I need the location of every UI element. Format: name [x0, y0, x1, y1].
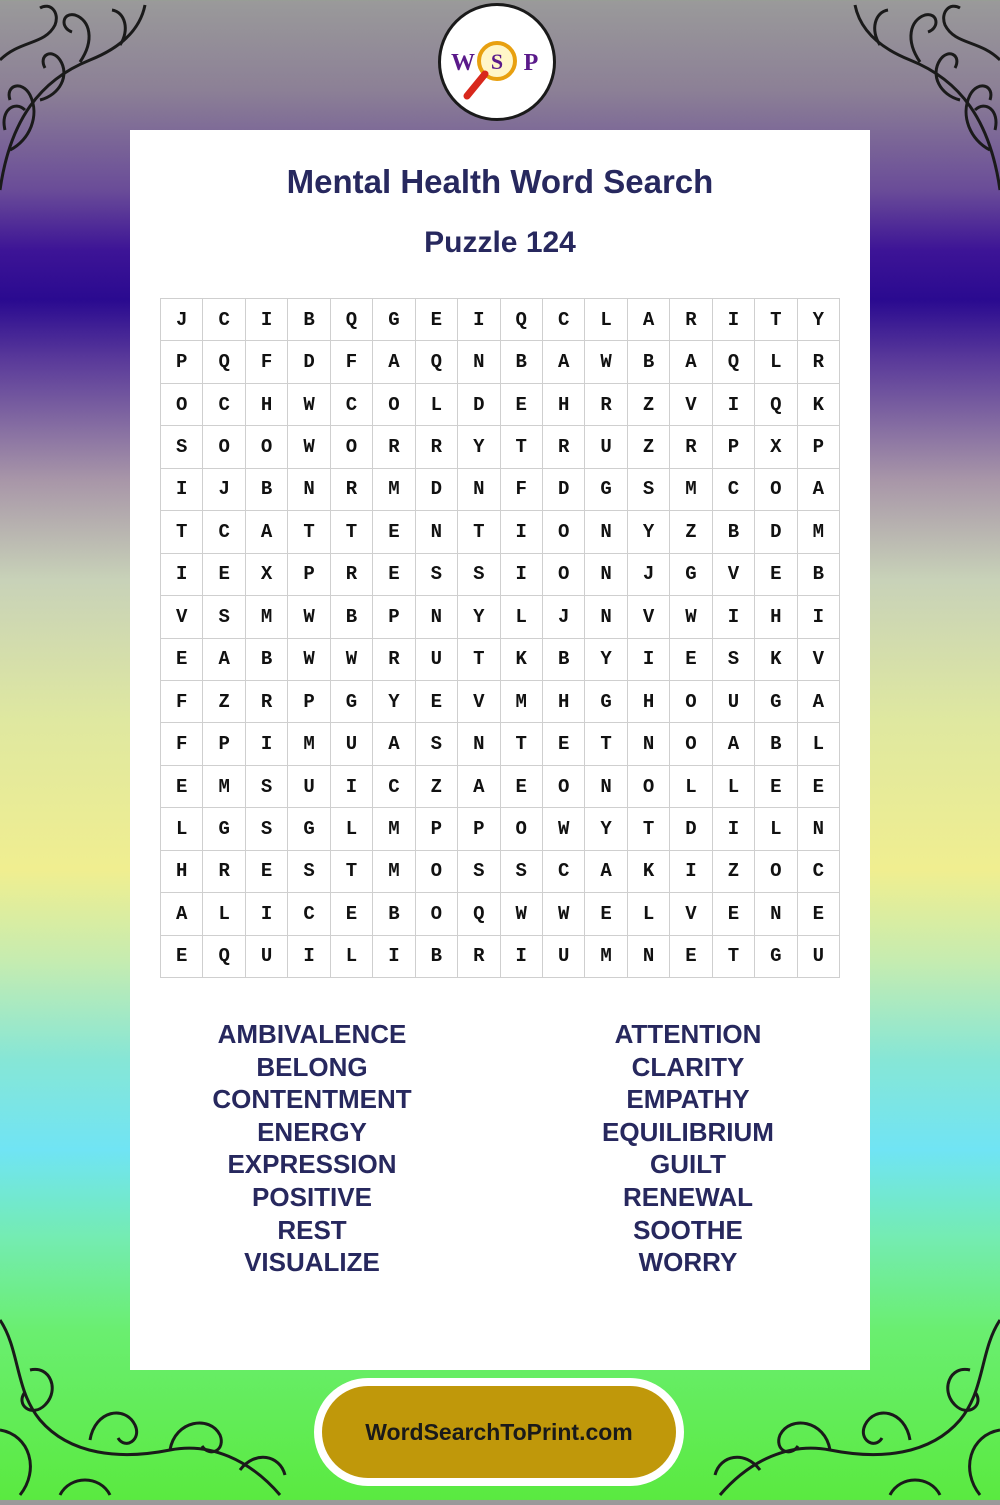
grid-cell[interactable]: O: [246, 426, 288, 468]
grid-cell[interactable]: E: [543, 723, 585, 765]
grid-cell[interactable]: A: [713, 723, 755, 765]
grid-cell[interactable]: W: [501, 893, 543, 935]
grid-cell[interactable]: B: [331, 596, 373, 638]
grid-cell[interactable]: G: [331, 681, 373, 723]
grid-cell[interactable]: T: [161, 511, 203, 553]
grid-cell[interactable]: Q: [755, 384, 797, 426]
grid-cell[interactable]: G: [585, 681, 627, 723]
grid-cell[interactable]: R: [798, 341, 840, 383]
grid-cell[interactable]: W: [585, 341, 627, 383]
grid-cell[interactable]: E: [755, 554, 797, 596]
grid-cell[interactable]: S: [628, 469, 670, 511]
grid-cell[interactable]: C: [288, 893, 330, 935]
grid-cell[interactable]: Q: [203, 341, 245, 383]
grid-cell[interactable]: J: [628, 554, 670, 596]
grid-cell[interactable]: I: [246, 893, 288, 935]
grid-cell[interactable]: O: [203, 426, 245, 468]
grid-cell[interactable]: F: [161, 681, 203, 723]
grid-cell[interactable]: M: [501, 681, 543, 723]
grid-cell[interactable]: C: [203, 384, 245, 426]
grid-cell[interactable]: U: [543, 936, 585, 978]
word-list-item: CONTENTMENT: [212, 1084, 412, 1115]
grid-cell[interactable]: B: [798, 554, 840, 596]
grid-cell[interactable]: P: [161, 341, 203, 383]
grid-cell[interactable]: O: [416, 893, 458, 935]
grid-cell[interactable]: A: [373, 723, 415, 765]
grid-cell[interactable]: T: [458, 511, 500, 553]
grid-cell[interactable]: B: [755, 723, 797, 765]
grid-cell[interactable]: A: [161, 893, 203, 935]
grid-cell[interactable]: T: [331, 851, 373, 893]
website-link[interactable]: WordSearchToPrint.com: [322, 1386, 676, 1478]
grid-cell[interactable]: D: [288, 341, 330, 383]
grid-cell[interactable]: E: [161, 766, 203, 808]
grid-cell[interactable]: Z: [628, 426, 670, 468]
grid-cell[interactable]: L: [331, 808, 373, 850]
grid-cell[interactable]: J: [203, 469, 245, 511]
grid-cell[interactable]: E: [798, 766, 840, 808]
grid-cell[interactable]: Q: [458, 893, 500, 935]
grid-cell[interactable]: E: [416, 681, 458, 723]
grid-cell[interactable]: U: [331, 723, 373, 765]
grid-cell[interactable]: A: [203, 639, 245, 681]
word-list-item: EMPATHY: [626, 1084, 750, 1115]
grid-cell[interactable]: X: [246, 554, 288, 596]
grid-cell[interactable]: T: [628, 808, 670, 850]
grid-cell[interactable]: O: [543, 554, 585, 596]
grid-cell[interactable]: T: [585, 723, 627, 765]
grid-cell[interactable]: M: [373, 469, 415, 511]
logo-letter-s: S: [490, 49, 504, 74]
word-list-item: REST: [277, 1214, 347, 1245]
grid-cell[interactable]: Y: [585, 639, 627, 681]
word-list-item: BELONG: [256, 1051, 368, 1082]
grid-cell[interactable]: M: [373, 851, 415, 893]
grid-cell[interactable]: P: [288, 554, 330, 596]
grid-cell[interactable]: C: [543, 299, 585, 341]
grid-cell[interactable]: R: [670, 299, 712, 341]
grid-cell[interactable]: O: [755, 469, 797, 511]
grid-cell[interactable]: E: [501, 766, 543, 808]
grid-cell[interactable]: J: [161, 299, 203, 341]
grid-cell[interactable]: R: [670, 426, 712, 468]
grid-cell[interactable]: E: [670, 936, 712, 978]
grid-cell[interactable]: I: [670, 851, 712, 893]
word-list-item: ENERGY: [257, 1116, 367, 1147]
grid-cell[interactable]: E: [416, 299, 458, 341]
grid-cell[interactable]: S: [713, 639, 755, 681]
grid-cell[interactable]: H: [628, 681, 670, 723]
grid-cell[interactable]: G: [755, 936, 797, 978]
grid-cell[interactable]: C: [713, 469, 755, 511]
grid-cell[interactable]: G: [585, 469, 627, 511]
grid-cell[interactable]: G: [203, 808, 245, 850]
grid-cell[interactable]: C: [543, 851, 585, 893]
grid-cell[interactable]: U: [246, 936, 288, 978]
grid-cell[interactable]: T: [458, 639, 500, 681]
grid-cell[interactable]: I: [501, 554, 543, 596]
grid-cell[interactable]: F: [161, 723, 203, 765]
grid-cell[interactable]: M: [203, 766, 245, 808]
grid-cell[interactable]: H: [543, 681, 585, 723]
word-list-item: ATTENTION: [614, 1019, 762, 1049]
grid-cell[interactable]: M: [373, 808, 415, 850]
grid-cell[interactable]: E: [161, 639, 203, 681]
grid-cell[interactable]: Q: [203, 936, 245, 978]
grid-cell[interactable]: U: [416, 639, 458, 681]
grid-cell[interactable]: R: [585, 384, 627, 426]
grid-cell[interactable]: Y: [458, 426, 500, 468]
grid-cell[interactable]: V: [670, 384, 712, 426]
grid-cell[interactable]: F: [246, 341, 288, 383]
grid-cell[interactable]: D: [543, 469, 585, 511]
word-list-item: EXPRESSION: [227, 1149, 397, 1180]
grid-cell[interactable]: D: [670, 808, 712, 850]
grid-cell[interactable]: A: [543, 341, 585, 383]
grid-cell[interactable]: C: [331, 384, 373, 426]
grid-cell[interactable]: E: [713, 893, 755, 935]
grid-cell[interactable]: G: [755, 681, 797, 723]
grid-cell[interactable]: P: [203, 723, 245, 765]
grid-cell[interactable]: N: [416, 511, 458, 553]
word-list-item: EQUILIBRIUM: [602, 1116, 774, 1147]
grid-cell[interactable]: U: [585, 426, 627, 468]
grid-cell[interactable]: I: [501, 511, 543, 553]
grid-cell[interactable]: N: [458, 723, 500, 765]
grid-cell[interactable]: N: [755, 893, 797, 935]
grid-cell[interactable]: D: [416, 469, 458, 511]
wsp-logo: [438, 3, 556, 121]
grid-cell[interactable]: Z: [203, 681, 245, 723]
grid-cell[interactable]: B: [501, 341, 543, 383]
grid-cell[interactable]: I: [713, 596, 755, 638]
grid-cell[interactable]: E: [755, 766, 797, 808]
grid-cell[interactable]: B: [628, 341, 670, 383]
grid-cell[interactable]: L: [755, 341, 797, 383]
grid-cell[interactable]: S: [458, 554, 500, 596]
grid-cell[interactable]: W: [288, 426, 330, 468]
grid-cell[interactable]: H: [161, 851, 203, 893]
grid-cell[interactable]: L: [331, 936, 373, 978]
word-list-item: WORRY: [638, 1247, 738, 1278]
grid-cell[interactable]: A: [246, 511, 288, 553]
grid-cell[interactable]: T: [501, 723, 543, 765]
grid-cell[interactable]: I: [798, 596, 840, 638]
grid-cell[interactable]: O: [670, 681, 712, 723]
grid-cell[interactable]: E: [331, 893, 373, 935]
grid-cell[interactable]: B: [373, 893, 415, 935]
grid-cell[interactable]: T: [713, 936, 755, 978]
grid-cell[interactable]: N: [628, 723, 670, 765]
grid-cell[interactable]: O: [755, 851, 797, 893]
grid-cell[interactable]: F: [501, 469, 543, 511]
letter-grid: [160, 298, 840, 978]
grid-cell[interactable]: E: [585, 893, 627, 935]
grid-cell[interactable]: E: [246, 851, 288, 893]
grid-cell[interactable]: S: [501, 851, 543, 893]
grid-cell[interactable]: I: [628, 639, 670, 681]
grid-cell[interactable]: W: [331, 639, 373, 681]
grid-cell[interactable]: Y: [798, 299, 840, 341]
grid-cell[interactable]: G: [670, 554, 712, 596]
grid-cell[interactable]: O: [543, 766, 585, 808]
grid-cell[interactable]: S: [203, 596, 245, 638]
grid-cell[interactable]: R: [331, 469, 373, 511]
grid-cell[interactable]: O: [161, 384, 203, 426]
grid-cell[interactable]: E: [161, 936, 203, 978]
grid-cell[interactable]: N: [798, 808, 840, 850]
grid-cell[interactable]: B: [288, 299, 330, 341]
grid-cell[interactable]: Y: [585, 808, 627, 850]
grid-cell[interactable]: O: [331, 426, 373, 468]
grid-cell[interactable]: S: [458, 851, 500, 893]
grid-cell[interactable]: N: [585, 766, 627, 808]
grid-cell[interactable]: R: [203, 851, 245, 893]
grid-cell[interactable]: O: [416, 851, 458, 893]
grid-cell[interactable]: M: [798, 511, 840, 553]
grid-cell[interactable]: Z: [416, 766, 458, 808]
grid-cell[interactable]: W: [288, 596, 330, 638]
grid-cell[interactable]: O: [628, 766, 670, 808]
grid-cell[interactable]: L: [713, 766, 755, 808]
grid-cell[interactable]: L: [203, 893, 245, 935]
grid-cell[interactable]: H: [246, 384, 288, 426]
grid-cell[interactable]: A: [458, 766, 500, 808]
grid-cell[interactable]: I: [373, 936, 415, 978]
grid-cell[interactable]: L: [501, 596, 543, 638]
grid-cell[interactable]: M: [670, 469, 712, 511]
grid-cell[interactable]: P: [288, 681, 330, 723]
grid-cell[interactable]: E: [373, 511, 415, 553]
grid-cell[interactable]: V: [713, 554, 755, 596]
grid-cell[interactable]: O: [543, 511, 585, 553]
grid-cell[interactable]: N: [288, 469, 330, 511]
grid-cell[interactable]: W: [288, 384, 330, 426]
grid-cell[interactable]: N: [458, 469, 500, 511]
word-list-left: [162, 1018, 462, 1279]
grid-cell[interactable]: L: [670, 766, 712, 808]
grid-cell[interactable]: B: [246, 639, 288, 681]
grid-cell[interactable]: I: [246, 723, 288, 765]
grid-cell[interactable]: A: [670, 341, 712, 383]
word-list-item: SOOTHE: [633, 1214, 743, 1245]
grid-cell[interactable]: I: [458, 299, 500, 341]
grid-cell[interactable]: Q: [416, 341, 458, 383]
grid-cell[interactable]: R: [543, 426, 585, 468]
grid-cell[interactable]: L: [798, 723, 840, 765]
grid-cell[interactable]: P: [798, 426, 840, 468]
grid-cell[interactable]: B: [543, 639, 585, 681]
grid-cell[interactable]: U: [713, 681, 755, 723]
grid-cell[interactable]: K: [501, 639, 543, 681]
grid-cell[interactable]: S: [416, 723, 458, 765]
grid-cell[interactable]: R: [246, 681, 288, 723]
grid-cell[interactable]: Z: [713, 851, 755, 893]
grid-cell[interactable]: R: [416, 426, 458, 468]
grid-cell[interactable]: B: [246, 469, 288, 511]
grid-cell[interactable]: G: [373, 299, 415, 341]
grid-cell[interactable]: I: [288, 936, 330, 978]
word-list-item: GUILT: [649, 1149, 727, 1180]
grid-cell[interactable]: T: [501, 426, 543, 468]
grid-cell[interactable]: S: [246, 766, 288, 808]
grid-cell[interactable]: Y: [628, 511, 670, 553]
grid-cell[interactable]: N: [585, 596, 627, 638]
grid-cell[interactable]: A: [798, 681, 840, 723]
grid-cell[interactable]: V: [798, 639, 840, 681]
grid-cell[interactable]: Q: [713, 341, 755, 383]
grid-cell[interactable]: U: [798, 936, 840, 978]
grid-cell[interactable]: W: [543, 893, 585, 935]
grid-cell[interactable]: L: [755, 808, 797, 850]
grid-cell[interactable]: D: [755, 511, 797, 553]
grid-cell[interactable]: N: [585, 554, 627, 596]
grid-cell[interactable]: V: [161, 596, 203, 638]
grid-cell[interactable]: M: [288, 723, 330, 765]
grid-cell[interactable]: S: [161, 426, 203, 468]
grid-cell[interactable]: P: [458, 808, 500, 850]
grid-cell[interactable]: D: [458, 384, 500, 426]
grid-cell[interactable]: I: [501, 936, 543, 978]
grid-cell[interactable]: W: [543, 808, 585, 850]
logo-letter-w: W: [451, 50, 475, 76]
page-title: Mental Health Word Search: [286, 163, 714, 200]
word-list-item: CLARITY: [631, 1051, 745, 1082]
grid-cell[interactable]: A: [373, 341, 415, 383]
grid-cell[interactable]: I: [331, 766, 373, 808]
grid-cell[interactable]: L: [161, 808, 203, 850]
grid-cell[interactable]: B: [416, 936, 458, 978]
grid-cell[interactable]: K: [798, 384, 840, 426]
grid-cell[interactable]: G: [288, 808, 330, 850]
logo-letter-p: P: [523, 50, 539, 76]
grid-cell[interactable]: O: [501, 808, 543, 850]
grid-cell[interactable]: R: [373, 639, 415, 681]
grid-cell[interactable]: N: [585, 511, 627, 553]
grid-cell[interactable]: N: [628, 936, 670, 978]
grid-cell[interactable]: P: [416, 808, 458, 850]
grid-cell[interactable]: Y: [458, 596, 500, 638]
grid-cell[interactable]: Q: [331, 299, 373, 341]
grid-cell[interactable]: O: [670, 723, 712, 765]
grid-cell[interactable]: R: [331, 554, 373, 596]
grid-cell[interactable]: L: [416, 384, 458, 426]
grid-cell[interactable]: M: [246, 596, 288, 638]
grid-cell[interactable]: S: [288, 851, 330, 893]
grid-cell[interactable]: V: [458, 681, 500, 723]
grid-cell[interactable]: N: [416, 596, 458, 638]
word-list-item: VISUALIZE: [244, 1247, 380, 1278]
grid-cell[interactable]: C: [203, 299, 245, 341]
word-list-item: RENEWAL: [623, 1181, 753, 1212]
grid-cell[interactable]: U: [288, 766, 330, 808]
grid-cell[interactable]: W: [670, 596, 712, 638]
grid-cell[interactable]: I: [161, 554, 203, 596]
grid-cell[interactable]: L: [628, 893, 670, 935]
grid-cell[interactable]: I: [161, 469, 203, 511]
grid-cell[interactable]: Q: [501, 299, 543, 341]
grid-cell[interactable]: S: [246, 808, 288, 850]
grid-cell[interactable]: B: [713, 511, 755, 553]
grid-cell[interactable]: C: [203, 511, 245, 553]
grid-cell[interactable]: H: [755, 596, 797, 638]
grid-cell[interactable]: R: [458, 936, 500, 978]
grid-cell[interactable]: J: [543, 596, 585, 638]
grid-cell[interactable]: C: [373, 766, 415, 808]
grid-cell[interactable]: H: [543, 384, 585, 426]
grid-cell[interactable]: I: [246, 299, 288, 341]
word-list-item: POSITIVE: [252, 1181, 372, 1212]
grid-cell[interactable]: V: [628, 596, 670, 638]
grid-cell[interactable]: Z: [628, 384, 670, 426]
grid-cell[interactable]: V: [670, 893, 712, 935]
grid-cell[interactable]: S: [416, 554, 458, 596]
grid-cell[interactable]: R: [373, 426, 415, 468]
grid-cell[interactable]: N: [458, 341, 500, 383]
grid-cell[interactable]: I: [713, 808, 755, 850]
grid-cell[interactable]: A: [798, 469, 840, 511]
grid-cell[interactable]: W: [288, 639, 330, 681]
puzzle-number: Puzzle 124: [424, 226, 576, 259]
grid-cell[interactable]: P: [373, 596, 415, 638]
grid-cell[interactable]: E: [798, 893, 840, 935]
grid-cell[interactable]: X: [755, 426, 797, 468]
grid-cell[interactable]: O: [373, 384, 415, 426]
grid-cell[interactable]: M: [585, 936, 627, 978]
grid-cell[interactable]: I: [713, 384, 755, 426]
grid-cell[interactable]: P: [713, 426, 755, 468]
grid-cell[interactable]: E: [670, 639, 712, 681]
grid-cell[interactable]: Y: [373, 681, 415, 723]
grid-cell[interactable]: T: [755, 299, 797, 341]
grid-cell[interactable]: L: [585, 299, 627, 341]
grid-cell[interactable]: E: [203, 554, 245, 596]
grid-cell[interactable]: F: [331, 341, 373, 383]
word-list-item: AMBIVALENCE: [217, 1019, 407, 1049]
grid-cell[interactable]: K: [755, 639, 797, 681]
grid-cell[interactable]: A: [585, 851, 627, 893]
grid-cell[interactable]: T: [288, 511, 330, 553]
grid-cell[interactable]: I: [713, 299, 755, 341]
grid-cell[interactable]: Z: [670, 511, 712, 553]
word-list-right: [538, 1018, 838, 1279]
grid-cell[interactable]: E: [373, 554, 415, 596]
grid-cell[interactable]: T: [331, 511, 373, 553]
grid-cell[interactable]: E: [501, 384, 543, 426]
grid-cell[interactable]: C: [798, 851, 840, 893]
grid-cell[interactable]: K: [628, 851, 670, 893]
grid-cell[interactable]: A: [628, 299, 670, 341]
